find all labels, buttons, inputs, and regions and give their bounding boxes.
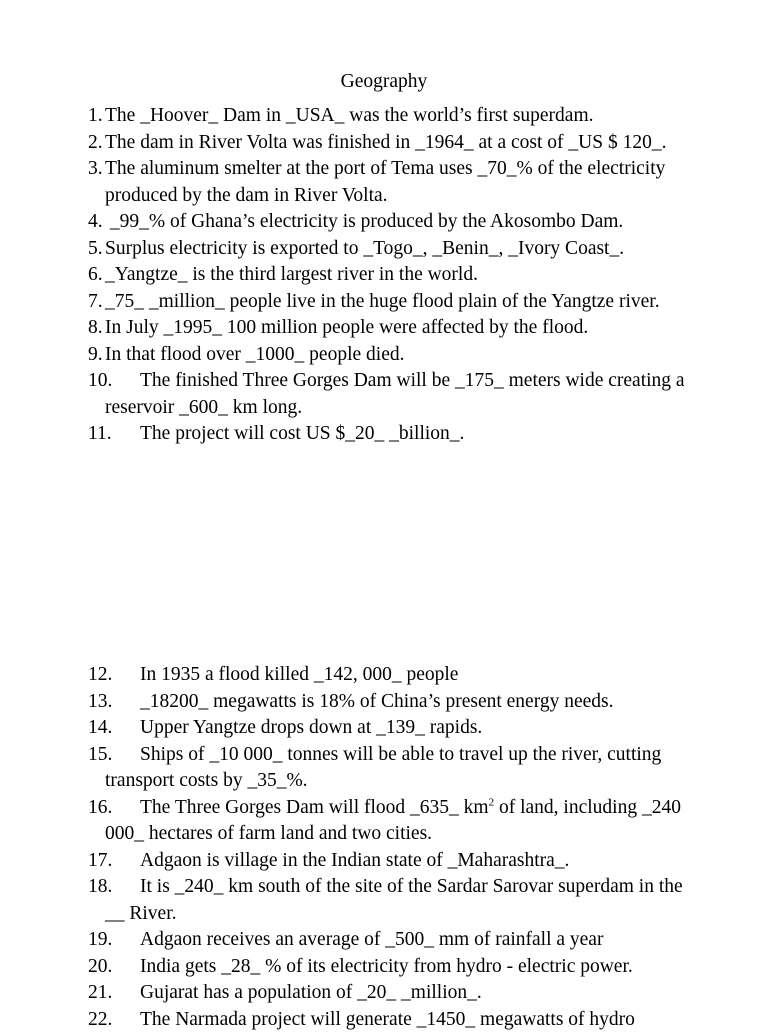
- list-item: [88, 209, 688, 236]
- list-item: [88, 795, 688, 848]
- list-item: [88, 715, 688, 742]
- item-text: Ships of _10 000_ tonnes will be able to travel up the river, cutting transport costs by _35_%.: [105, 744, 661, 792]
- item-number: 5.: [88, 236, 103, 263]
- item-text: Gujarat has a population of _20_ _million_.: [140, 982, 482, 1003]
- item-text: Upper Yangtze drops down at _139_ rapids.: [140, 717, 482, 738]
- item-number: 15.: [88, 742, 112, 769]
- list-item: [88, 156, 688, 209]
- item-number: 9.: [88, 342, 103, 369]
- item-text: Adgaon receives an average of _500_ mm of rainfall a year: [140, 929, 603, 950]
- item-number: 20.: [88, 954, 112, 981]
- item-number: 4.: [88, 209, 103, 236]
- item-number: 10.: [88, 368, 112, 395]
- list-item: [88, 130, 688, 157]
- item-text: _18200_ megawatts is 18% of China’s present energy needs.: [140, 691, 614, 712]
- item-number: 19.: [88, 927, 112, 954]
- item-number: 13.: [88, 689, 112, 716]
- list-item: [88, 689, 688, 716]
- superscript: 2: [489, 796, 495, 808]
- list-item: [88, 848, 688, 875]
- list-item: [88, 1007, 688, 1033]
- item-number: 2.: [88, 130, 103, 157]
- list-item: [88, 368, 688, 421]
- item-text: The finished Three Gorges Dam will be _175_ meters wide creating a reservoir _600_ km long.: [105, 370, 685, 418]
- list-item: [88, 421, 688, 448]
- item-text: The dam in River Volta was finished in _1964_ at a cost of _US $ 120_.: [105, 132, 666, 153]
- item-text: In that flood over _1000_ people died.: [105, 344, 404, 365]
- item-number: 1.: [88, 103, 103, 130]
- item-number: 16.: [88, 795, 112, 822]
- item-text: In 1935 a flood killed _142, 000_ people: [140, 664, 458, 685]
- item-number: 18.: [88, 874, 112, 901]
- list-item: [88, 662, 688, 689]
- item-text: India gets _28_ % of its electricity from hydro - electric power.: [140, 956, 633, 977]
- list-item: [88, 315, 688, 342]
- list-item: [88, 103, 688, 130]
- page-title: Geography: [0, 69, 768, 95]
- item-number: 14.: [88, 715, 112, 742]
- list-item: [88, 236, 688, 263]
- item-text: _99_% of Ghana’s electricity is produced by the Akosombo Dam.: [105, 211, 623, 232]
- question-list-part-2: [88, 662, 688, 1033]
- item-number: 22.: [88, 1007, 112, 1033]
- item-text: _75_ _million_ people live in the huge flood plain of the Yangtze river.: [105, 291, 660, 312]
- item-number: 12.: [88, 662, 112, 689]
- item-number: 6.: [88, 262, 103, 289]
- item-text: The aluminum smelter at the port of Tema uses _70_% of the electricity produced by the dam in River Volta.: [105, 158, 665, 206]
- item-text: Surplus electricity is exported to _Togo_, _Benin_, _Ivory Coast_.: [105, 238, 624, 259]
- list-item: [88, 954, 688, 981]
- list-item: [88, 262, 688, 289]
- item-text: _Yangtze_ is the third largest river in the world.: [105, 264, 478, 285]
- list-item: [88, 980, 688, 1007]
- list-item: [88, 927, 688, 954]
- list-item: [88, 342, 688, 369]
- list-item: [88, 289, 688, 316]
- item-number: 8.: [88, 315, 103, 342]
- list-item: [88, 874, 688, 927]
- item-number: 7.: [88, 289, 103, 316]
- item-number: 11.: [88, 421, 112, 448]
- item-number: 21.: [88, 980, 112, 1007]
- question-list-part-1: [88, 103, 688, 448]
- item-number: 3.: [88, 156, 103, 183]
- item-number: 17.: [88, 848, 112, 875]
- item-text: The _Hoover_ Dam in _USA_ was the world’s first superdam.: [105, 105, 594, 126]
- item-text: Adgaon is village in the Indian state of _Maharashtra_.: [140, 850, 569, 871]
- item-text: In July _1995_ 100 million people were affected by the flood.: [105, 317, 588, 338]
- item-text-continued: of land, including _240 000_ hectares of farm land and two cities.: [105, 797, 681, 845]
- item-text: The project will cost US $_20_ _billion_.: [140, 423, 464, 444]
- item-text: It is _240_ km south of the site of the Sardar Sarovar superdam in the __ River.: [105, 876, 683, 924]
- item-text: The Narmada project will generate _1450_ megawatts of hydro: [140, 1009, 635, 1030]
- item-text: The Three Gorges Dam will flood _635_ km: [140, 797, 489, 818]
- list-item: [88, 742, 688, 795]
